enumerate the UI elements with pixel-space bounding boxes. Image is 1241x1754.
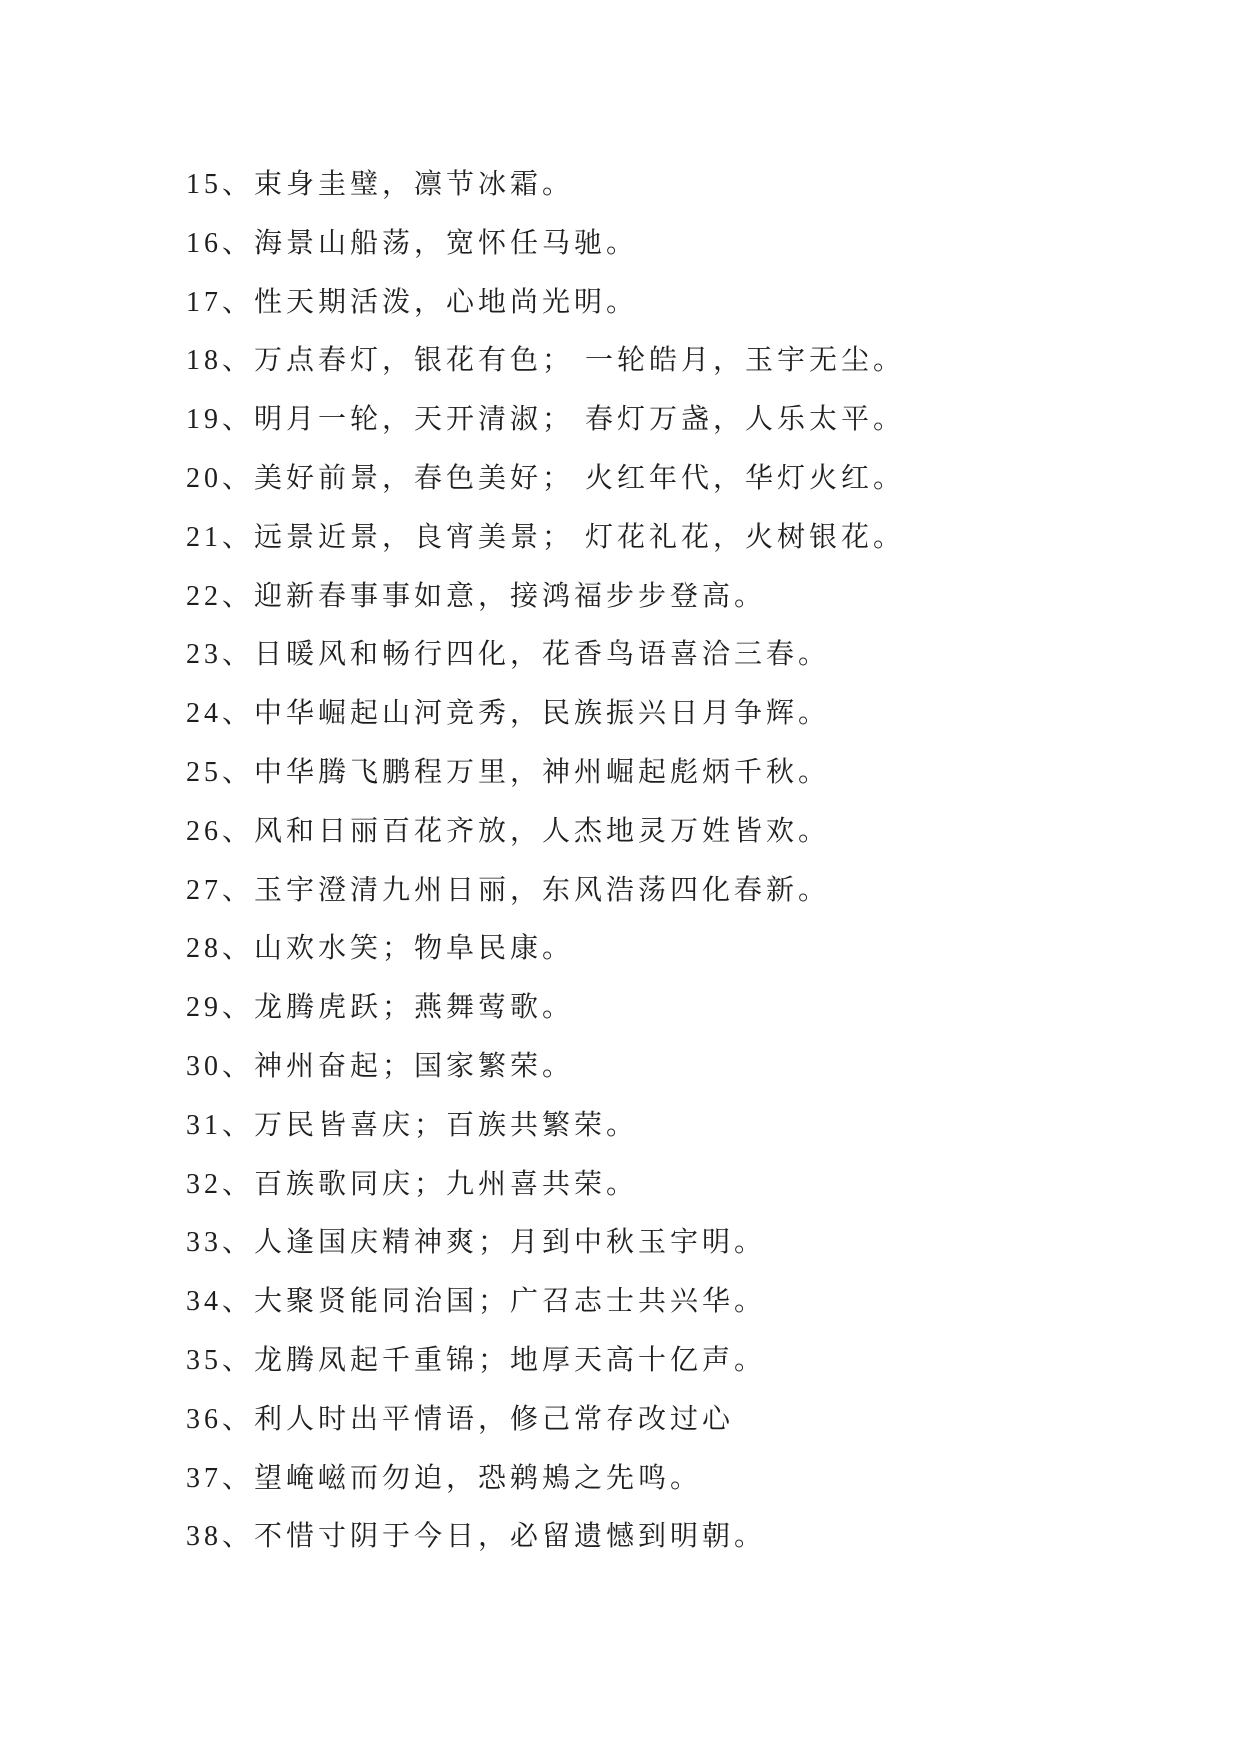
list-item: 37、望崦嵫而勿迫，恐鹈鴂之先鸣。 — [186, 1462, 703, 1494]
list-item: 31、万民皆喜庆；百族共繁荣。 — [186, 1109, 639, 1141]
list-item: 26、风和日丽百花齐放，人杰地灵万姓皆欢。 — [186, 815, 831, 847]
list-item: 22、迎新春事事如意，接鸿福步步登高。 — [186, 580, 767, 612]
list-item: 23、日暖风和畅行四化，花香鸟语喜洽三春。 — [186, 639, 831, 671]
list-item: 33、人逢国庆精神爽；月到中秋玉宇明。 — [186, 1227, 767, 1259]
list-item: 17、性天期活泼，心地尚光明。 — [186, 286, 639, 318]
list-item: 16、海景山船荡，宽怀任马驰。 — [186, 227, 639, 259]
list-item: 21、远景近景，良宵美景； 灯花礼花，火树银花。 — [186, 521, 906, 553]
list-item: 24、中华崛起山河竞秀，民族振兴日月争辉。 — [186, 698, 831, 730]
list-item: 20、美好前景，春色美好； 火红年代，华灯火红。 — [186, 462, 906, 494]
list-item: 27、玉宇澄清九州日丽，东风浩荡四化春新。 — [186, 874, 831, 906]
list-item: 32、百族歌同庆；九州喜共荣。 — [186, 1168, 639, 1200]
list-item: 19、明月一轮，天开清淑； 春灯万盏，人乐太平。 — [186, 404, 906, 436]
list-item: 38、不惜寸阴于今日，必留遗憾到明朝。 — [186, 1521, 767, 1553]
list-item: 34、大聚贤能同治国；广召志士共兴华。 — [186, 1286, 767, 1318]
list-item: 18、万点春灯，银花有色； 一轮皓月，玉宇无尘。 — [186, 345, 906, 377]
list-item: 25、中华腾飞鹏程万里，神州崛起彪炳千秋。 — [186, 756, 831, 788]
list-item: 36、利人时出平情语，修己常存改过心 — [186, 1403, 735, 1435]
list-item: 30、神州奋起；国家繁荣。 — [186, 1050, 575, 1082]
couplet-list — [186, 156, 1166, 1567]
list-item: 29、龙腾虎跃；燕舞莺歌。 — [186, 992, 575, 1024]
list-item: 28、山欢水笑；物阜民康。 — [186, 933, 575, 965]
list-item: 35、龙腾凤起千重锦；地厚天高十亿声。 — [186, 1344, 767, 1376]
list-item: 15、束身圭璧，凛节冰霜。 — [186, 169, 575, 200]
